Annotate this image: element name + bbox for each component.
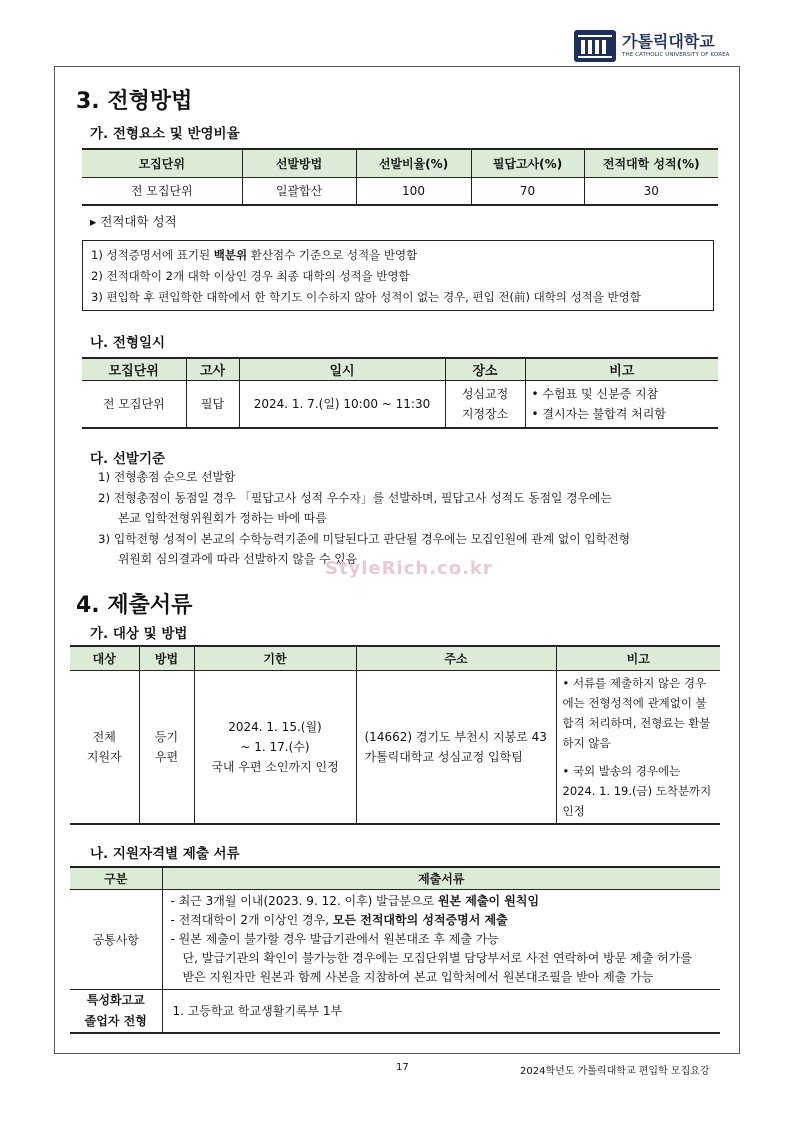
table-header: 장소 xyxy=(445,358,525,380)
table-header: 대상 xyxy=(70,646,139,670)
table-row xyxy=(82,380,718,428)
section-4-title: 4. 제출서류 xyxy=(76,593,193,618)
table-cell: 1. 고등학교 학교생활기록부 1부 xyxy=(172,1004,343,1019)
table-header: 선발비율(%) xyxy=(356,149,471,177)
table-row xyxy=(82,177,718,205)
table-cell: 등기 우편 xyxy=(139,670,194,824)
table-row xyxy=(70,989,720,1033)
watermark: StyleRich.co.kr xyxy=(325,558,493,579)
note-line: 2) 전적대학이 2개 대학 이상인 경우 최종 대학의 성적을 반영함 xyxy=(91,269,410,283)
list-item: • 결시자는 불합격 처리함 xyxy=(531,406,666,421)
section-3-title: 3. 전형방법 xyxy=(76,89,193,114)
table-cell: 2024. 1. 15.(월) ~ 1. 17.(수) 국내 우편 소인까지 인정 xyxy=(194,670,356,824)
table-row xyxy=(70,670,720,824)
logo-korean-name: 가톨릭대학교 xyxy=(622,32,715,51)
subsection-4a-title: 가. 대상 및 방법 xyxy=(90,626,188,642)
selection-criteria-list xyxy=(98,467,728,570)
table-header: 필답고사(%) xyxy=(471,149,584,177)
university-emblem-icon xyxy=(573,29,617,63)
table-header: 전적대학 성적(%) xyxy=(584,149,718,177)
list-item: - 전적대학이 2개 이상인 경우, 모든 전적대학의 성적증명서 제출 xyxy=(170,912,508,927)
table-header: 비고 xyxy=(525,358,718,380)
transcript-notes-box xyxy=(82,240,714,311)
table-cell: 전체 지원자 xyxy=(70,670,139,824)
table-header: 모집단위 xyxy=(82,149,242,177)
selection-ratio-table xyxy=(82,148,718,206)
table-row xyxy=(70,889,720,989)
table-header: 방법 xyxy=(139,646,194,670)
document-title: 2024학년도 가톨릭대학교 편입학 모집요강 xyxy=(520,1066,710,1077)
logo-english-name: THE CATHOLIC UNIVERSITY OF KOREA xyxy=(622,52,730,58)
table-header: 제출서류 xyxy=(162,867,720,889)
table-cell: 필답 xyxy=(186,380,239,428)
table-cell: (14662) 경기도 부천시 지봉로 43 가톨릭대학교 성심교정 입학팀 xyxy=(356,670,556,824)
list-item: - 최근 3개월 이내(2023. 9. 12. 이후) 발급분으로 원본 제출이 원칙임 xyxy=(170,893,540,908)
list-item: 1) 전형총점 순으로 선발함 xyxy=(98,470,236,484)
table-cell xyxy=(556,670,720,824)
table-cell: 30 xyxy=(584,177,718,205)
table-cell: 70 xyxy=(471,177,584,205)
subsection-3c-title: 다. 선발기준 xyxy=(90,451,166,467)
table-header: 모집단위 xyxy=(82,358,186,380)
transcript-note-label: ▸ 전적대학 성적 xyxy=(90,214,177,229)
note-line: 1) 성적증명서에 표기된 백분위 환산점수 기준으로 성적을 반영함 xyxy=(91,248,418,262)
list-item: - 원본 제출이 불가할 경우 발급기관에서 원본대조 후 제출 가능 xyxy=(170,931,499,946)
table-header: 비고 xyxy=(556,646,720,670)
table-header: 일시 xyxy=(239,358,445,380)
list-item: • 국외 발송의 경우에는 2024. 1. 19.(금) 도착분까지 인정 xyxy=(562,763,712,818)
page-number: 17 xyxy=(396,1062,409,1073)
subsection-4b-title: 나. 지원자격별 제출 서류 xyxy=(90,846,240,862)
table-cell xyxy=(525,380,718,428)
table-header: 고사 xyxy=(186,358,239,380)
table-cell: 일괄합산 xyxy=(242,177,356,205)
table-cell: 2024. 1. 7.(일) 10:00 ~ 11:30 xyxy=(239,380,445,428)
table-cell: 공통사항 xyxy=(70,889,162,989)
note-line: 3) 편입학 후 편입학한 대학에서 한 학기도 이수하지 않아 성적이 없는 경우, 편입 전(前) 대학의 성적을 반영함 xyxy=(91,290,641,304)
exam-schedule-table xyxy=(82,357,718,429)
list-item: • 수험표 및 신분증 지참 xyxy=(531,386,659,401)
list-item: 단, 발급기관의 확인이 불가능한 경우에는 모집단위별 담당부서로 사전 연락하여 방문 제출 허가를 xyxy=(182,950,692,965)
list-item: • 서류를 제출하지 않은 경우에는 전형성적에 관계없이 불합격 처리하며, 전형료는 환불하지 않음 xyxy=(562,675,711,750)
table-cell: 성심교정 지정장소 xyxy=(445,380,525,428)
list-item: 본교 입학전형위원회가 정하는 바에 따름 xyxy=(118,511,327,525)
table-header: 기한 xyxy=(194,646,356,670)
subsection-3a-title: 가. 전형요소 및 반영비율 xyxy=(90,126,240,142)
table-header: 주소 xyxy=(356,646,556,670)
university-logo xyxy=(573,29,730,63)
table-cell: 100 xyxy=(356,177,471,205)
table-cell: 전 모집단위 xyxy=(82,177,242,205)
table-header: 구분 xyxy=(70,867,162,889)
subsection-3b-title: 나. 전형일시 xyxy=(90,335,166,351)
list-item: 2) 전형총점이 동점일 경우 「필답고사 성적 우수자」를 선발하며, 필답고사 성적도 동점일 경우에는 xyxy=(98,490,612,505)
table-cell: 특성화고교 졸업자 전형 xyxy=(70,989,162,1033)
list-item: 위원회 심의결과에 따라 선발하지 않을 수 있음 xyxy=(118,552,358,566)
table-cell xyxy=(162,889,720,989)
table-header: 선발방법 xyxy=(242,149,356,177)
required-documents-table xyxy=(70,866,720,1034)
list-item: 받은 지원자만 원본과 함께 사본을 지참하여 본교 입학처에서 원본대조필을 받아 제출 가능 xyxy=(182,969,654,984)
submission-method-table xyxy=(70,645,720,825)
table-cell: 전 모집단위 xyxy=(82,380,186,428)
list-item: 3) 입학전형 성적이 본교의 수학능력기준에 미달된다고 판단될 경우에는 모집인원에 관계 없이 입학전형 xyxy=(98,531,630,546)
